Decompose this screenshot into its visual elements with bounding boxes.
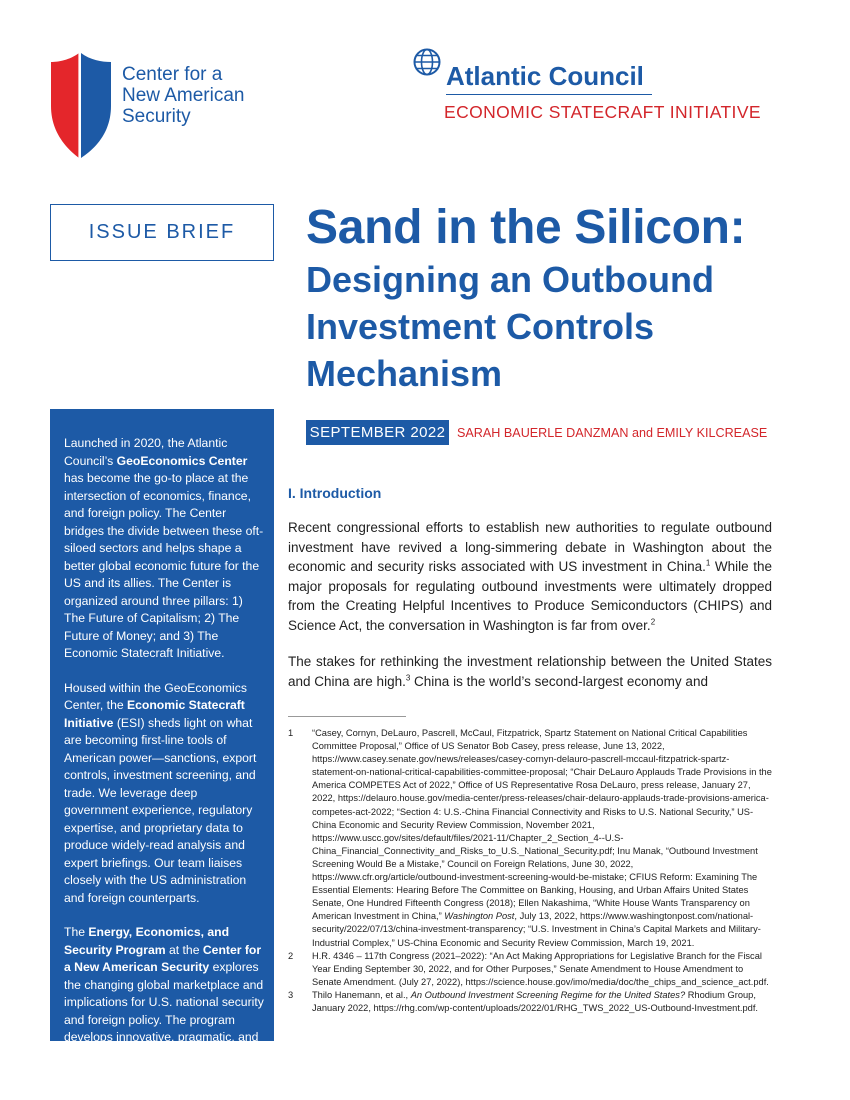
cnas-shield-icon [48,50,114,160]
logo-divider [446,94,652,95]
footnote [288,989,772,1015]
sidebar-text: Housed within the GeoEconomics Center, the [64,680,247,712]
cnas-name-line: Security [122,106,191,127]
body-text: Recent congressional efforts to establish new authorities to regulate outbound investment have revived a long-simmering debate in Washington about the economic and security risks associated with US investment in China. [288,520,772,575]
intro-paragraph-2 [288,652,772,691]
sidebar-text: The [64,925,89,939]
footnote-divider [288,716,406,717]
footnote-ref[interactable]: 1 [705,558,711,568]
page-title: Sand in the Silicon: [306,201,746,254]
sidebar-text: (ESI) sheds light on what are becoming first-line tools of American power—sanctions, export controls, investment screening, and trade. We leverage deep government experience, regulatory expertise, and proprietary data to produce widely-read analysis and expert briefings. Our team liaises closely with the US administration and foreign counterparts. [64,715,257,905]
sidebar-paragraph [64,435,264,663]
sidebar-paragraph [64,680,264,908]
footnote-body: Thilo Hanemann, et al., [312,989,411,1000]
sidebar-bold: GeoEconomics Center [116,453,248,468]
footnote-body: Rhodium Group, January 2022, https://rhg.com/wp-content/uploads/2022/01/RHG_TWS_2022_US-Outbound-Investment.pdf. [312,989,758,1013]
body-text: The stakes for rethinking the investment relationship between the United States and China are high. [288,654,772,689]
cnas-name-line: Center for a [122,64,223,85]
footnote-body: H.R. 4346 – 117th Congress (2021–2022): “An Act Making Appropriations for Legislative Branch for the Fiscal Year Ending September 30, 2022, and for Other Purposes,” Senate Amendment to House Amendment to Senate Amendment. (July 27, 2022), https://science.house.gov/imo/media/doc/the_chips_and_science_act.pdf. [312,950,769,987]
footnote-number: 1 [288,728,294,738]
body-text: China is the world’s second-largest economy and [410,673,708,689]
footnote-body: “Casey, Cornyn, DeLauro, Pascrell, McCaul, Fitzpatrick, Spartz Statement on National Critical Capabilities Committee Proposal,” Office of US Senator Bob Casey, press release, June 13, 2022, https://www.casey.senate.gov/news/releases/casey-cornyn-delauro-pascrell-mccaul-fitzpatrick-spartz-statement-on-national-critical-capabilities-committee-proposal; “Chair DeLauro Applauds Trade Provisions in the America COMPETES Act of 2022,” Office of US Representative Rosa DeLauro, press release, January 27, 2022, https://delauro.house.gov/media-center/press-releases/chair-delauro-applauds-trade-provisions-america-competes-act-2022; “Section 4: U.S.-China Financial Connectivity and Risks to U.S. National Security,” US-China Economic and Security Review Commission, November 2021, https://www.uscc.gov/sites/default/files/2021-11/Chapter_2_Section_4--U.S-China_Financial_Connectivity_and_Risks_to_U.S._National_Security.pdf; Inu Manak, “Outbound Investment Screening Would Be a Mistake,” Council on Foreign Relations, June 30, 2022, https://www.cfr.org/article/outbound-investment-screening-would-be-mistake; CFIUS Reform: Examining The Essential Elements: Hearing Before The Committee on Banking, Housing, and Urban Affairs United States Senate, One Hundred Fifteenth Congress (2018); Ellen Nakashima, “White House Wants Transparency on American Investment in China,” [312,728,772,922]
sidebar-text: explores the changing global marketplace and implications for U.S. national security and foreign policy. The program develops innovative, pragmatic, and bipartisan recommendations for economic security policy. [64,960,264,1079]
atlantic-council-name: Atlantic Council [446,61,644,91]
sidebar-bold: Economic Statecraft Initiative [64,698,245,730]
footnote-italic: Washington Post [444,911,515,922]
cnas-logo [48,50,114,165]
footnotes [288,727,772,1015]
sidebar-text: at the [165,942,203,957]
authors-byline: SARAH BAUERLE DANZMAN and EMILY KILCREASE [457,426,768,440]
issue-brief-label [50,204,274,261]
initiative-name: ECONOMIC STATECRAFT INITIATIVE [444,102,761,122]
sidebar-text: has become the go-to place at the intersection of economics, finance, and foreign policy. The Center bridges the divide between these oft-siloed sectors and helps shape a better global economic future for the US and its allies. The Center is organized around three pillars: 1) The Future of Capitalism; 2) The Future of Money; and 3) The Economic Statecraft Initiative. [64,471,264,660]
globe-icon [412,47,442,77]
sidebar-paragraph [64,924,264,1082]
intro-paragraph-1 [288,518,772,636]
cnas-name-line: New American [122,85,245,106]
footnote-number: 3 [288,989,294,1000]
footnote-italic: An Outbound Investment Screening Regime for the United States? [410,989,686,1000]
footnote-ref[interactable]: 3 [405,673,411,683]
issue-brief-text: ISSUE BRIEF [88,221,236,243]
footnote [288,727,772,950]
sidebar-text: Launched in 2020, the Atlantic Council’s [64,436,228,468]
sidebar-bold: Center for a New American Security [64,942,262,974]
footnote-number: 2 [288,950,294,961]
cnas-name [122,64,245,127]
footnote-text [312,950,772,989]
footnote-ref[interactable]: 2 [650,617,656,627]
footnote-text [312,727,772,950]
sidebar-bold: Energy, Economics, and Security Program [64,925,230,957]
section-heading: I. Introduction [288,485,382,501]
date-badge [306,420,449,445]
footnote-text [312,989,772,1015]
footnote [288,950,772,989]
sidebar-about [50,409,274,1079]
body-text: While the major proposals for regulating outbound investments were ultimately dropped from the Creating Helpful Incentives to Produce Semiconductors (CHIPS) and Science Act, the conversation in Washington is far from over. [288,559,772,633]
date-text: SEPTEMBER 2022 [309,424,446,441]
footnote-body: , July 13, 2022, https://www.washingtonpost.com/national-security/2022/07/13/china-investment-transparency; “U.S. Investment in China’s Capital Markets and Military-Industrial Complex,” US-China Economic and Security Review Commission, March 19, 2021. [312,911,761,948]
page-subtitle: Designing an Outbound Investment Controls Mechanism [306,259,714,394]
